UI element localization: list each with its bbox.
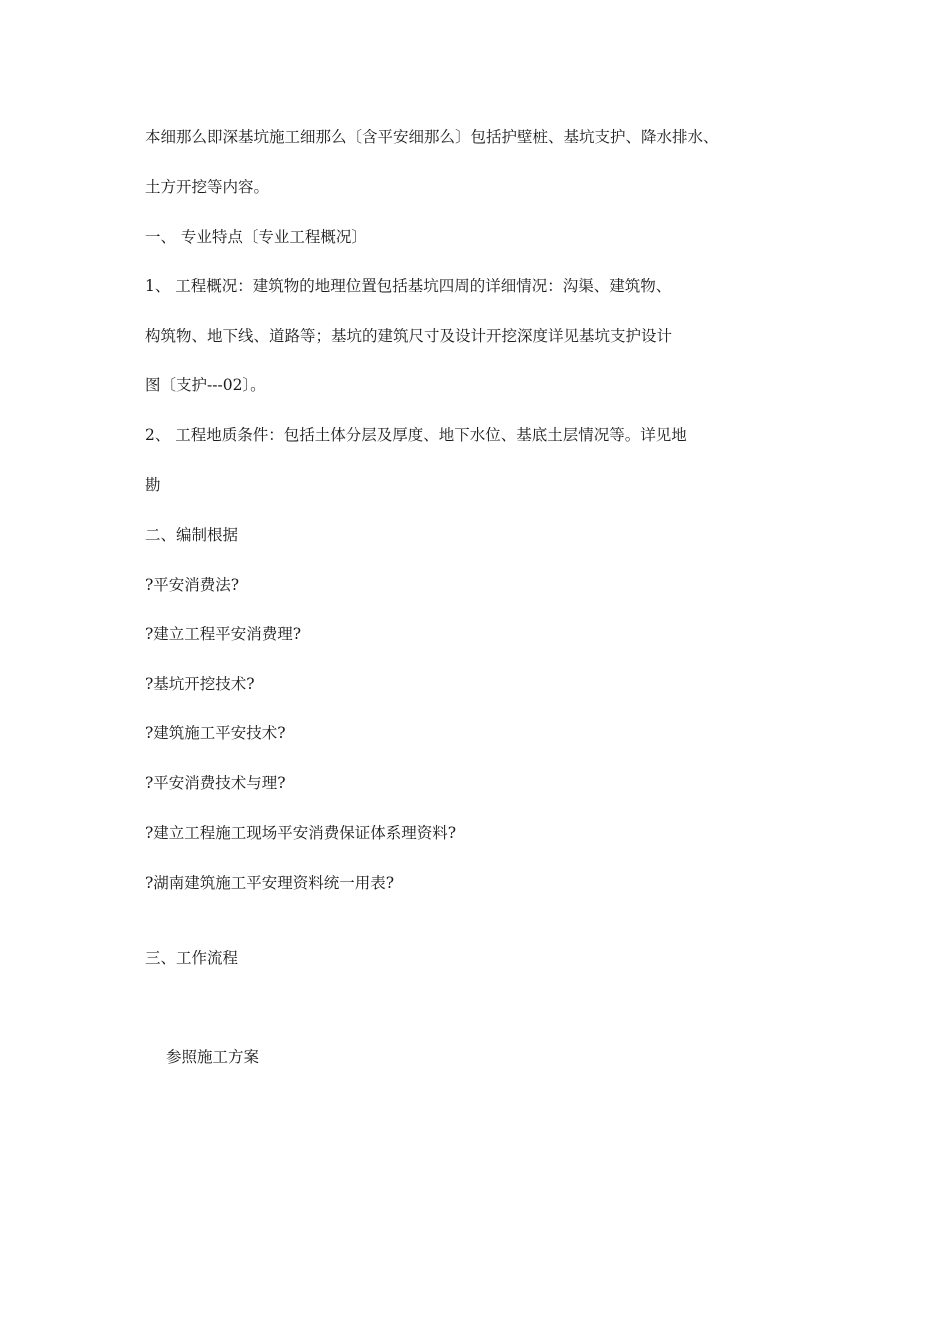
project-overview-line-3: 图〔支护---02〕。 (145, 376, 266, 394)
section-1-heading: 一、 专业特点〔专业工程概况〕 (145, 228, 367, 246)
project-overview-line-2: 构筑物、地下线、道路等；基坑的建筑尺寸及设计开挖深度详见基坑支护设计 (145, 327, 673, 345)
reference-item: ?建立工程平安消费理? (145, 625, 302, 643)
intro-line-1: 本细那么即深基坑施工细那么〔含平安细那么〕包括护壁桩、基坑支护、降水排水、 (145, 128, 719, 146)
reference-item: ?建筑施工平安技术? (145, 724, 286, 742)
reference-item: ?平安消费法? (145, 576, 240, 594)
workflow-note: 参照施工方案 (166, 1048, 260, 1066)
geology-line-1: 2、 工程地质条件：包括土体分层及厚度、地下水位、基底土层情况等。详见地 (145, 426, 687, 444)
reference-item: ?基坑开挖技术? (145, 675, 255, 693)
intro-line-2: 土方开挖等内容。 (145, 178, 270, 196)
section-2-heading: 二、编制根据 (145, 526, 239, 544)
geology-line-2: 勘 (145, 476, 161, 494)
reference-item: ?湖南建筑施工平安理资料统一用表? (145, 874, 395, 892)
reference-item: ?平安消费技术与理? (145, 774, 286, 792)
reference-item: ?建立工程施工现场平安消费保证体系理资料? (145, 824, 457, 842)
section-3-heading: 三、工作流程 (145, 949, 239, 967)
project-overview-line-1: 1、 工程概况：建筑物的地理位置包括基坑四周的详细情况：沟渠、建筑物、 (145, 277, 672, 295)
